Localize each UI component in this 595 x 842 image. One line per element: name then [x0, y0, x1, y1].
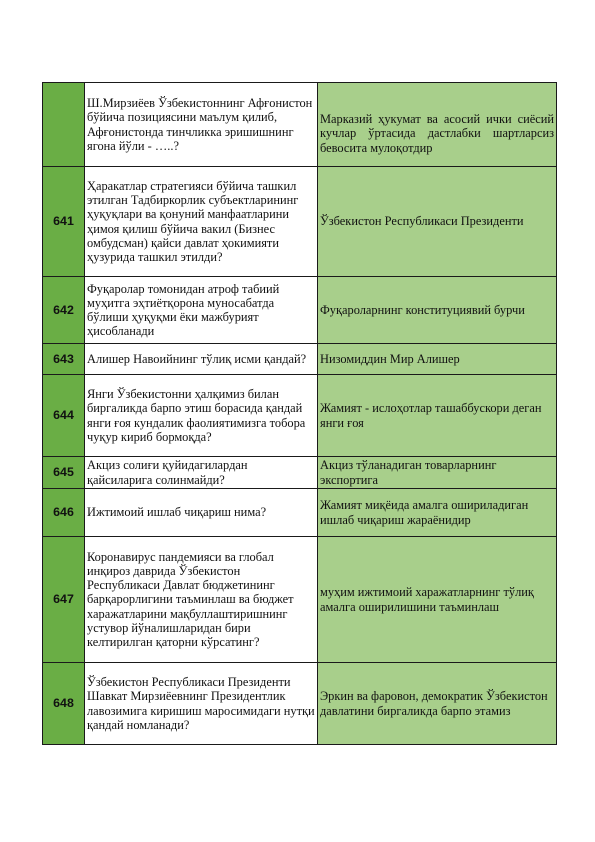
question-cell: Ҳаракатлар стратегияси бўйича ташкил этилган Тадбиркорлик субъектларининг ҳуқуқлари ва қонуний манфаатларини ҳимоя қилиш бўйича вакил (Бизнес омбудсман) қайси давлат ҳокимияти ҳузурида ташкил этилди?	[85, 167, 318, 277]
question-cell: Акциз солиғи қуйидагилардан қайсиларига солинмайди?	[85, 457, 318, 489]
table-row	[43, 663, 557, 745]
answer-cell: муҳим ижтимоий харажатларнинг тўлиқ амалга оширилишини таъминлаш	[318, 537, 557, 663]
qa-table	[42, 82, 557, 745]
answer-cell: Жамият миқёида амалга ошириладиган ишлаб чиқариш жараёнидир	[318, 489, 557, 537]
row-number: 646	[43, 489, 85, 537]
answer-cell: Жамият - ислоҳотлар ташаббускори деган янги ғоя	[318, 375, 557, 457]
table-row	[43, 167, 557, 277]
row-number: 647	[43, 537, 85, 663]
row-number: 643	[43, 344, 85, 375]
table-row	[43, 457, 557, 489]
table-row	[43, 375, 557, 457]
answer-cell: Марказий ҳукумат ва асосий ички сиёсий кучлар ўртасида дастлабки шартларсиз бевосита мулоқотдир	[318, 83, 557, 167]
answer-cell: Акциз тўланадиган товарларнинг экспортига	[318, 457, 557, 489]
row-number: 644	[43, 375, 85, 457]
answer-cell: Фуқароларнинг конституциявий бурчи	[318, 277, 557, 344]
question-cell: Ижтимоий ишлаб чиқариш нима?	[85, 489, 318, 537]
question-cell: Ўзбекистон Республикаси Президенти Шавкат Мирзиёевнинг Президентлик лавозимига киришиш маросимидаги нутқи қандай номланади?	[85, 663, 318, 745]
answer-cell: Низомиддин Мир Алишер	[318, 344, 557, 375]
question-cell: Алишер Навоийнинг тўлиқ исми қандай?	[85, 344, 318, 375]
question-cell: Фуқаролар томонидан атроф табиий муҳитга эҳтиётқорона муносабатда бўлиши ҳуқуқми ёки мажбурият ҳисобланади	[85, 277, 318, 344]
row-number: 642	[43, 277, 85, 344]
question-cell: Ш.Мирзиёев Ўзбекистоннинг Афғонистон бўйича позициясини маълум қилиб, Афғонистонда тинчликка эришишнинг ягона йўли - …..?	[85, 83, 318, 167]
question-cell: Янги Ўзбекистонни ҳалқимиз билан биргаликда барпо этиш борасида қандай янги ғоя кундалик фаолиятимизга тобора чуқур кириб бормоқда?	[85, 375, 318, 457]
table-row	[43, 83, 557, 167]
table-row	[43, 537, 557, 663]
table-row	[43, 489, 557, 537]
row-number	[43, 83, 85, 167]
row-number: 648	[43, 663, 85, 745]
row-number: 641	[43, 167, 85, 277]
answer-cell: Эркин ва фаровон, демократик Ўзбекистон давлатини биргаликда барпо этамиз	[318, 663, 557, 745]
question-cell: Коронавирус пандемияси ва глобал инқироз даврида Ўзбекистон Республикаси Давлат бюджетининг барқарорлигини таъминлаш ва бюджет харажатларини мақбуллаштиришнинг устувор йўналишларидан бири келтирилган қаторни кўрсатинг?	[85, 537, 318, 663]
table-row	[43, 277, 557, 344]
table-row	[43, 344, 557, 375]
row-number: 645	[43, 457, 85, 489]
answer-cell: Ўзбекистон Республикаси Президенти	[318, 167, 557, 277]
